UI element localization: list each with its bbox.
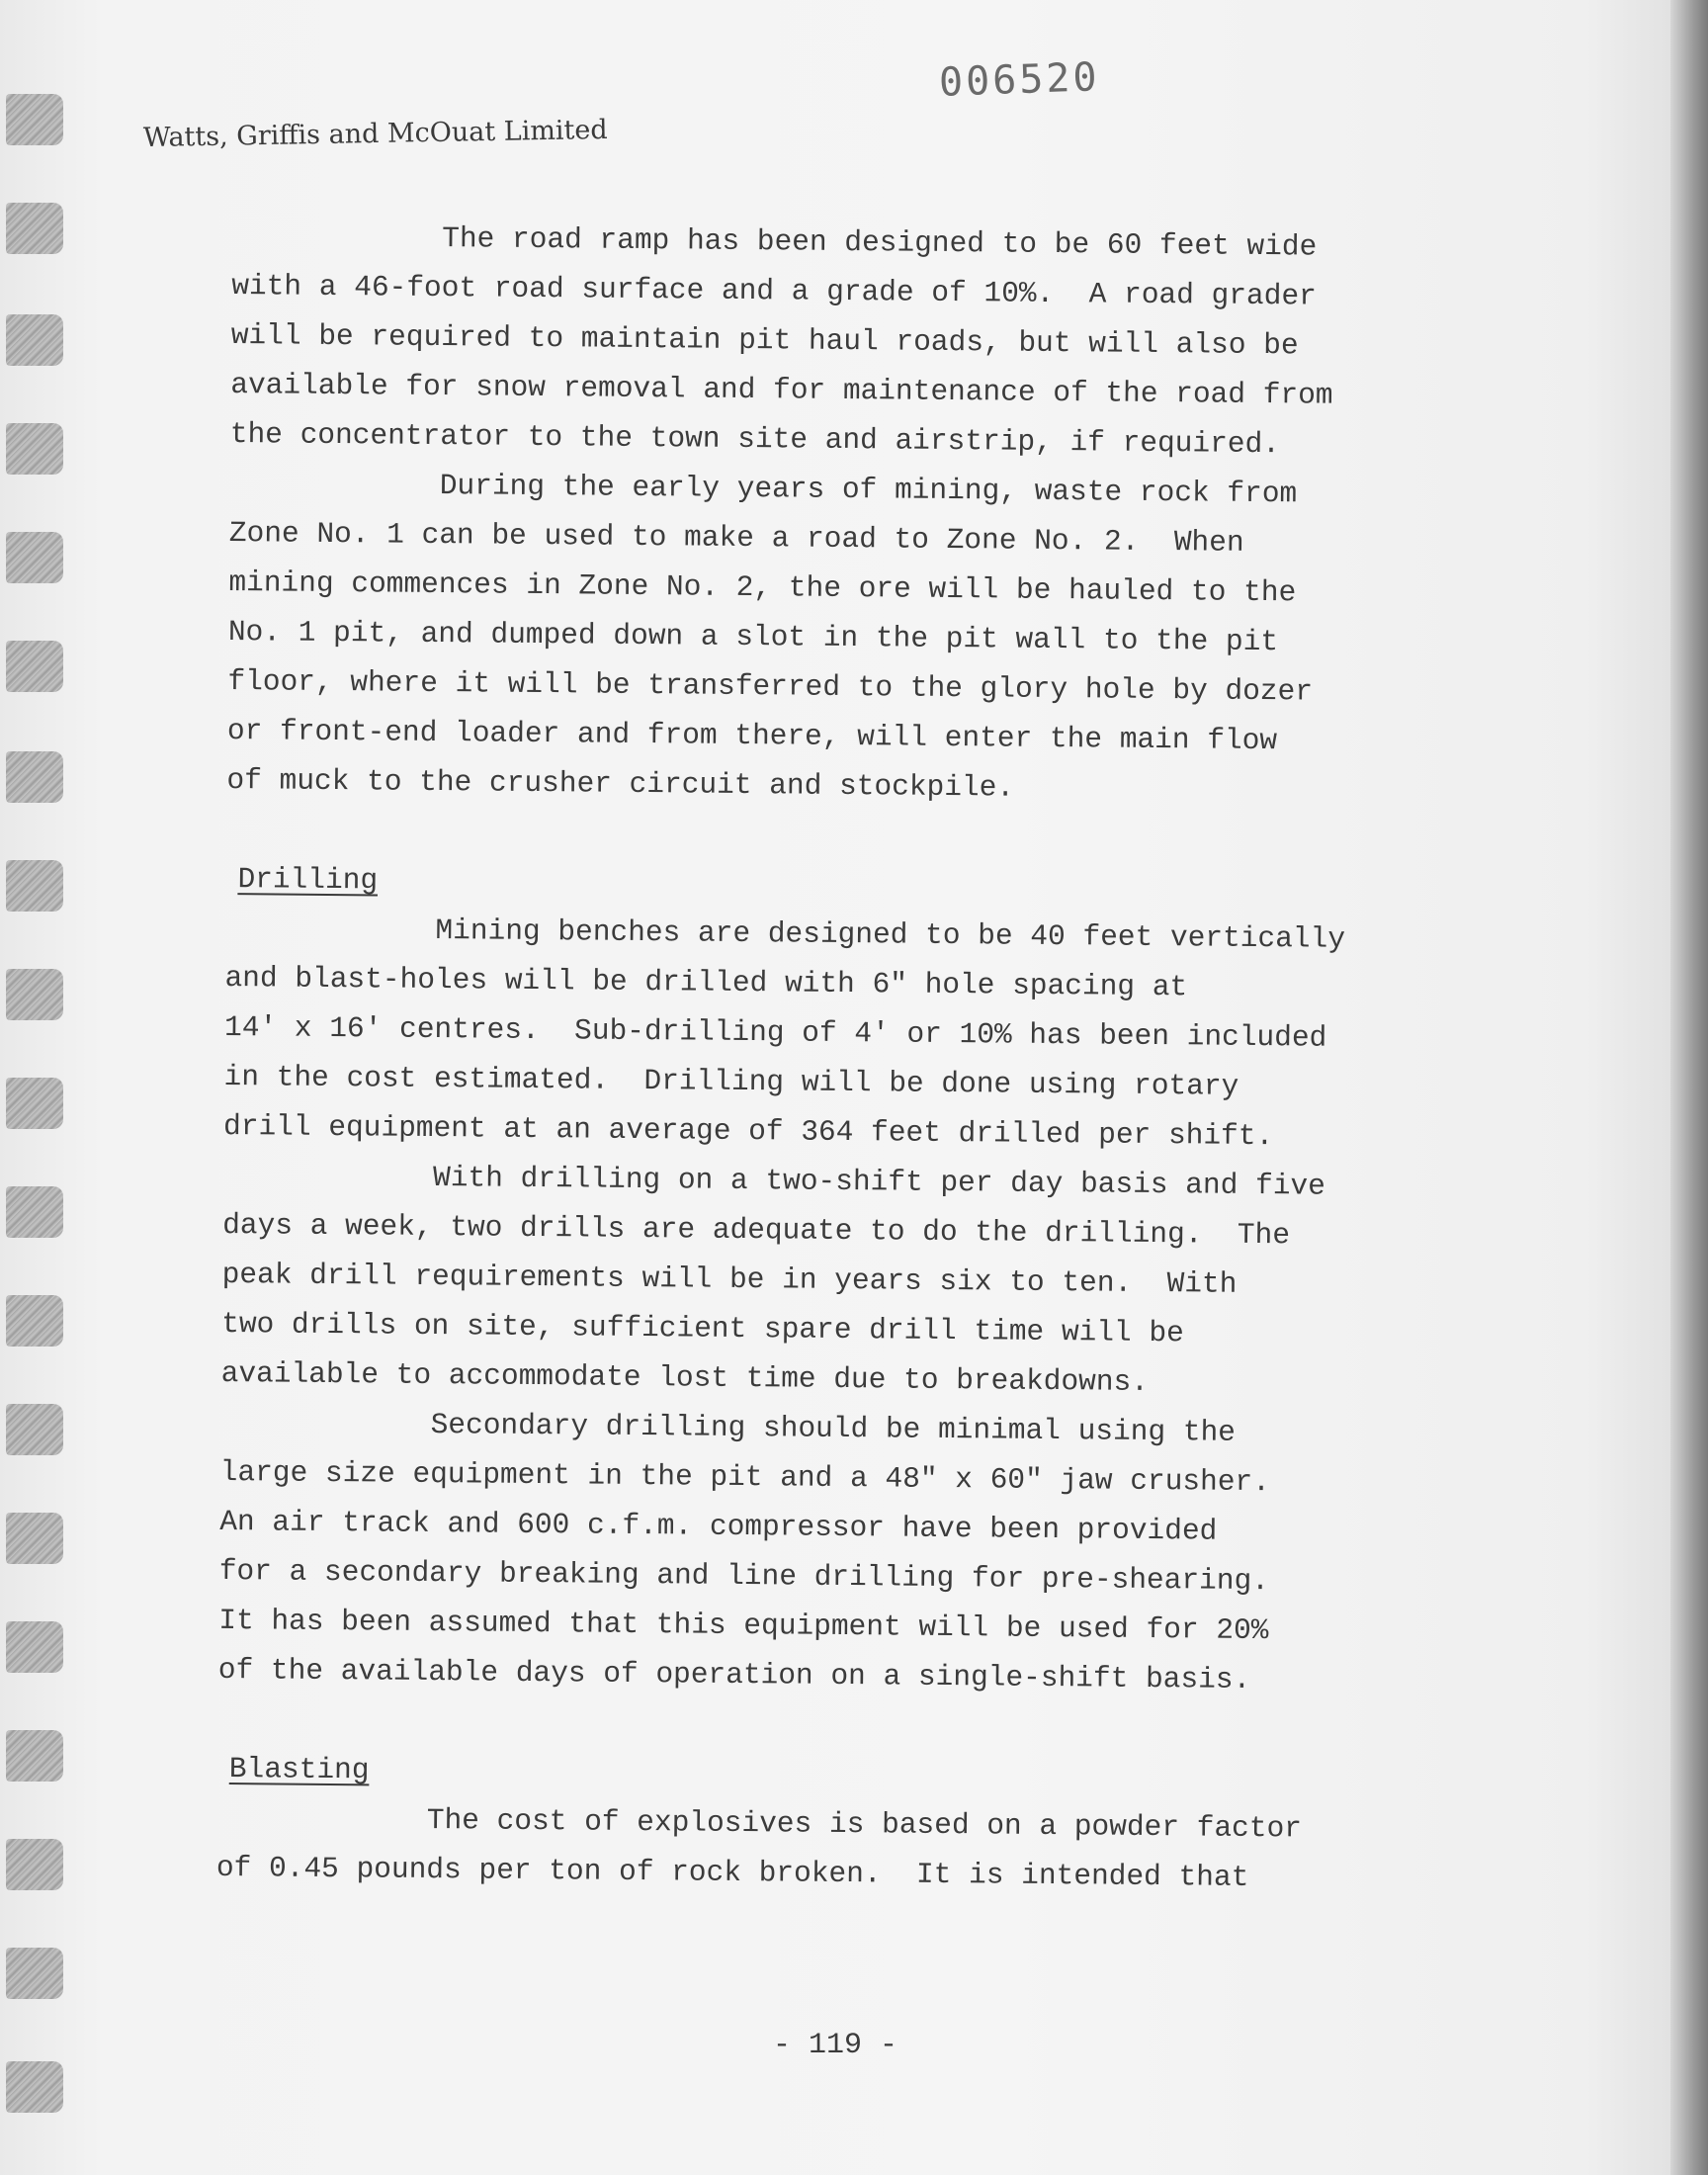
page-number: - 119 - bbox=[772, 2029, 898, 2062]
binding-hole bbox=[6, 1948, 63, 1999]
section-intro bbox=[226, 212, 1557, 818]
paragraph: Mining benches are designed to be 40 feet vertically and blast-holes will be drilled with 6" hole spacing at 14' x 16' centres. Sub-drilling of 4' or 10% has been included in the cost estimated. Drilling will be done using rotary drill equipment at an average of 364 feet drilled per shift. bbox=[222, 911, 1346, 1154]
page-edge-shadow bbox=[1670, 0, 1708, 2175]
binding-hole bbox=[6, 1513, 63, 1564]
binding-hole bbox=[6, 860, 63, 912]
binding-hole bbox=[6, 1404, 63, 1455]
binding-hole bbox=[6, 751, 63, 803]
binding-hole bbox=[6, 1186, 63, 1238]
letterhead: Watts, Griffis and McOuat Limited bbox=[142, 114, 608, 154]
binding-hole bbox=[6, 641, 63, 692]
binding-hole bbox=[6, 1839, 63, 1890]
binding-hole bbox=[6, 94, 63, 145]
document-number: 006520 bbox=[938, 54, 1101, 106]
paragraph: Secondary drilling should be minimal using the large size equipment in the pit and a 48" x 60" jaw crusher. An air track and 600 c.f.m. compressor have been provided for a secondary breaking and line drilling for pre-shearing. It has been assumed that this equipment will be used for 20% of the available days of operation on a single-shift basis. bbox=[217, 1405, 1271, 1696]
paragraph: During the early years of mining, waste rock from Zone No. 1 can be used to make a road to Zone No. 2. When mining commences in Zone No. 2, the ore will be hauled to the No. 1 pit, and dumped down a slot in the pit wall to the pit floor, where it will be transferred to the glory hole by dozer or front-end loader and from there, will enter the main flow of muck to the crusher circuit and stockpile. bbox=[226, 466, 1314, 805]
binding-hole bbox=[6, 314, 63, 366]
paragraph: The cost of explosives is based on a powder factor of 0.45 pounds per ton of rock broken. It is intended that bbox=[215, 1800, 1303, 1894]
binding-hole bbox=[6, 969, 63, 1020]
binding-hole bbox=[6, 532, 63, 583]
paragraph: With drilling on a two-shift per day basis and five days a week, two drills are adequate to do the drilling. The peak drill requirements will be in years six to ten. With two drills on site, sufficient spare drill time will be available to accommodate lost time due to breakdowns. bbox=[220, 1158, 1326, 1399]
binding-hole bbox=[6, 423, 63, 475]
binding-hole bbox=[6, 1621, 63, 1673]
section-blasting bbox=[216, 1695, 1543, 1905]
spiral-binding bbox=[0, 0, 79, 2175]
paragraph: The road ramp has been designed to be 60 feet wide with a 46-foot road surface and a grade of 10%. A road grader will be required to maintain pit haul roads, but will also be available for snow removal and for maintenance of the road from the concentrator to the town site and airstrip, if required. bbox=[229, 218, 1333, 462]
binding-hole bbox=[6, 1730, 63, 1782]
section-heading-block bbox=[225, 805, 1551, 916]
document-body bbox=[216, 212, 1557, 1905]
section-heading-block bbox=[217, 1695, 1543, 1806]
section-heading: Drilling bbox=[237, 862, 379, 898]
binding-hole bbox=[6, 2061, 63, 2113]
section-drilling bbox=[218, 805, 1552, 1707]
binding-hole bbox=[6, 203, 63, 254]
binding-hole bbox=[6, 1295, 63, 1347]
binding-hole bbox=[6, 1078, 63, 1129]
section-heading: Blasting bbox=[228, 1752, 370, 1787]
